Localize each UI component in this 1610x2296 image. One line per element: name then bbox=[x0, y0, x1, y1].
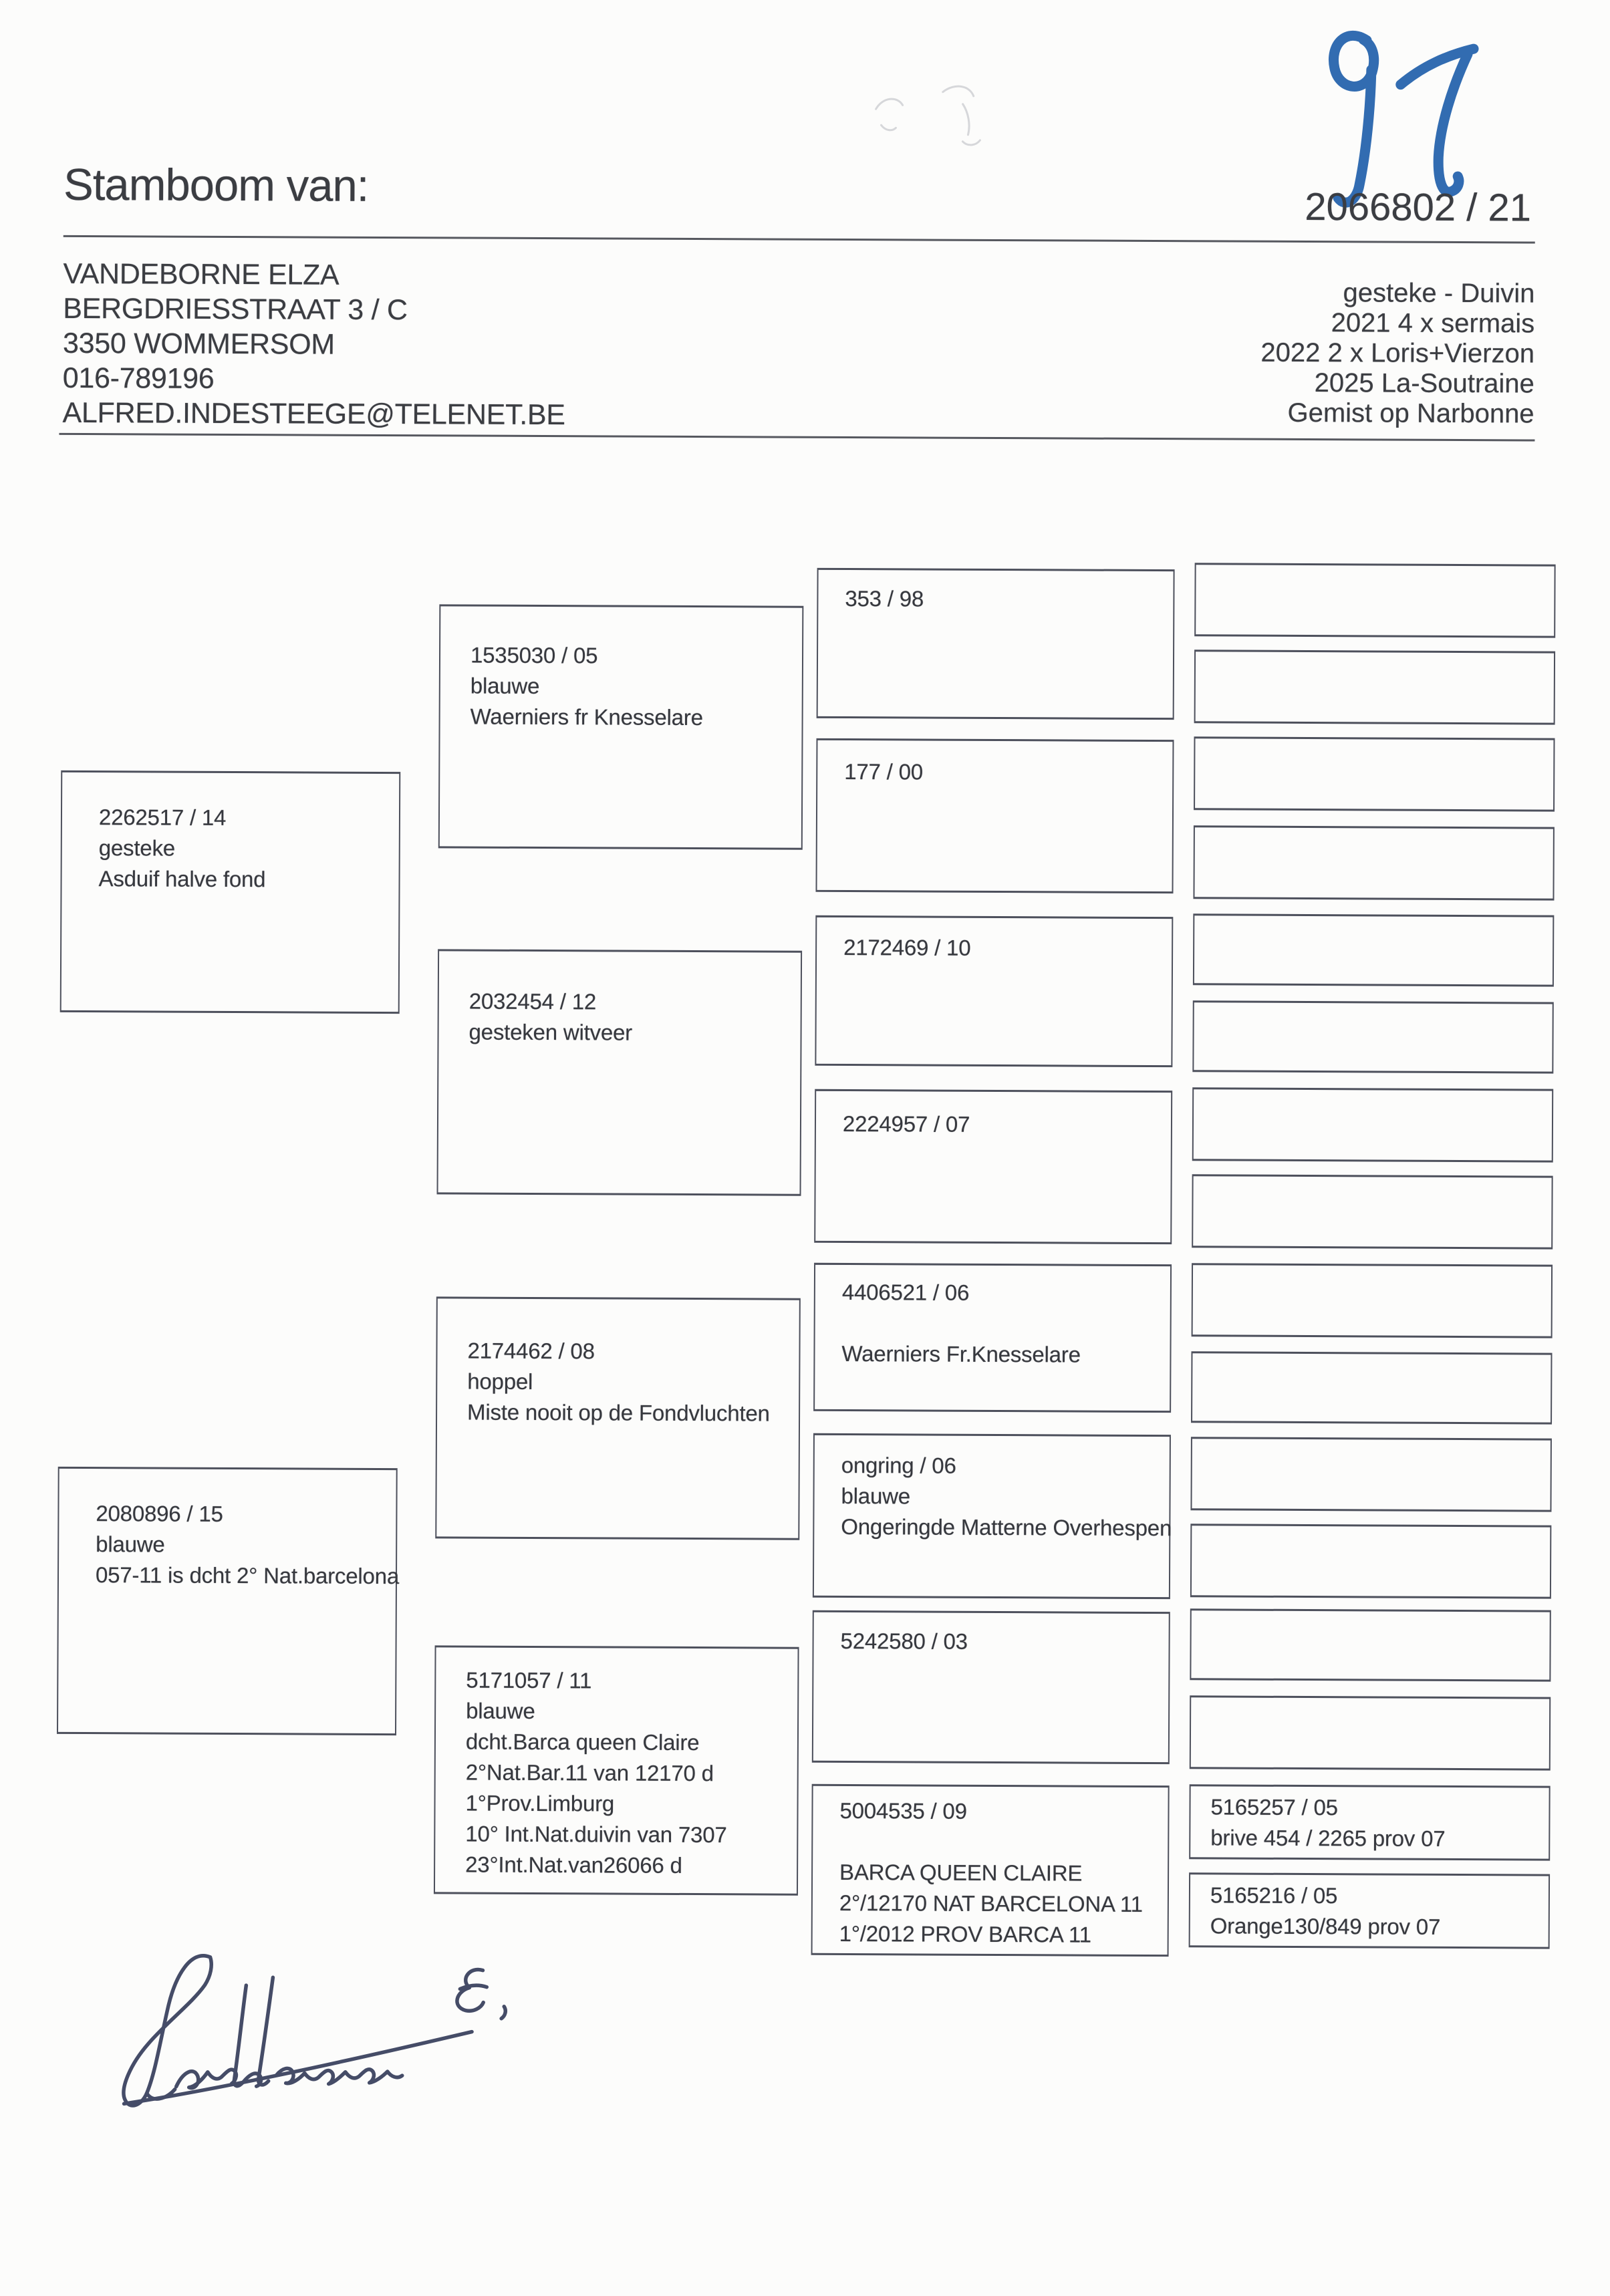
box-line: 2262517 / 14 bbox=[98, 805, 227, 830]
pedigree-box-gen3-7 bbox=[812, 1610, 1170, 1764]
box-line: 5242580 / 03 bbox=[840, 1628, 968, 1654]
pedigree-box-gen4-7 bbox=[1192, 1087, 1553, 1162]
pedigree-box-gen4-9 bbox=[1192, 1263, 1553, 1338]
pedigree-box-gen3-2 bbox=[815, 738, 1174, 893]
pedigree-box-gen2-4 bbox=[434, 1645, 799, 1895]
bird-note: 2021 4 x sermais bbox=[1331, 308, 1535, 339]
bird-note: 2025 La-Soutraine bbox=[1314, 368, 1534, 399]
pedigree-box-gen2-2 bbox=[437, 949, 803, 1195]
box-line: Miste nooit op de Fondvluchten bbox=[467, 1399, 770, 1426]
box-line: dcht.Barca queen Claire bbox=[465, 1729, 700, 1755]
box-line: 2°/12170 NAT BARCELONA 11 bbox=[839, 1890, 1143, 1916]
owner-email: ALFRED.INDESTEEGE@TELENET.BE bbox=[62, 396, 565, 432]
box-line: Waerniers Fr.Knesselare bbox=[841, 1340, 1081, 1367]
box-line: gesteke bbox=[98, 835, 176, 861]
box-line: 2080896 / 15 bbox=[96, 1501, 223, 1526]
pedigree-box-gen3-6 bbox=[813, 1433, 1171, 1599]
pedigree-box-gen4-16 bbox=[1189, 1872, 1550, 1949]
box-line: Ongeringde Matterne Overhespen bbox=[841, 1514, 1172, 1541]
owner-street: BERGDRIESSTRAAT 3 / C bbox=[63, 292, 408, 327]
box-line: blauwe bbox=[841, 1483, 911, 1509]
pedigree-box-gen3-5 bbox=[813, 1263, 1172, 1413]
box-line: 10° Int.Nat.duivin van 7307 bbox=[465, 1821, 727, 1848]
bird-notes-block bbox=[866, 276, 1535, 429]
box-line: BARCA QUEEN CLAIRE bbox=[839, 1859, 1083, 1886]
divider-bottom bbox=[59, 433, 1534, 442]
pedigree-box-gen4-10 bbox=[1191, 1351, 1552, 1424]
pedigree-box-gen4-2 bbox=[1194, 650, 1555, 724]
scan-artifact-marks bbox=[862, 77, 1037, 164]
box-line: 2172469 / 10 bbox=[843, 934, 971, 960]
pedigree-box-gen4-1 bbox=[1194, 563, 1555, 637]
box-line: 2174462 / 08 bbox=[467, 1338, 595, 1364]
box-line bbox=[839, 1826, 1168, 1858]
owner-block bbox=[62, 257, 565, 432]
pedigree-box-gen3-1 bbox=[817, 568, 1175, 720]
pedigree-box-gen4-14 bbox=[1190, 1695, 1551, 1770]
divider-top bbox=[63, 235, 1535, 244]
pedigree-box-dam bbox=[57, 1467, 398, 1735]
box-line: 5171057 / 11 bbox=[466, 1667, 592, 1693]
box-line: 5165257 / 05 bbox=[1210, 1794, 1338, 1820]
box-line: hoppel bbox=[467, 1369, 533, 1394]
box-line: blauwe bbox=[466, 1698, 535, 1723]
box-line: 1535030 / 05 bbox=[470, 642, 598, 668]
box-line: Waerniers fr Knesselare bbox=[470, 704, 703, 730]
box-line: 2032454 / 12 bbox=[468, 988, 597, 1014]
pedigree-box-gen3-4 bbox=[814, 1089, 1172, 1244]
pedigree-box-gen3-8 bbox=[811, 1784, 1170, 1957]
pedigree-box-gen4-13 bbox=[1190, 1608, 1551, 1681]
owner-phone: 016-789196 bbox=[62, 362, 215, 395]
pedigree-box-gen4-11 bbox=[1190, 1437, 1551, 1512]
pedigree-box-sire bbox=[60, 770, 401, 1014]
owner-name: VANDEBORNE ELZA bbox=[63, 257, 340, 291]
pedigree-box-gen2-1 bbox=[438, 604, 804, 849]
box-line: 1°Prov.Limburg bbox=[465, 1790, 615, 1816]
pedigree-box-gen4-8 bbox=[1192, 1174, 1553, 1249]
box-line: 1°/2012 PROV BARCA 11 bbox=[839, 1920, 1091, 1947]
pedigree-box-gen3-3 bbox=[815, 915, 1173, 1067]
box-line: 2224957 / 07 bbox=[842, 1111, 970, 1137]
pedigree-box-gen4-5 bbox=[1193, 913, 1554, 986]
box-line: 4406521 / 06 bbox=[841, 1279, 970, 1305]
pedigree-box-gen4-4 bbox=[1193, 825, 1554, 900]
box-line: 177 / 00 bbox=[844, 758, 924, 784]
box-line: 5165216 / 05 bbox=[1210, 1882, 1338, 1908]
pedigree-box-gen4-6 bbox=[1192, 1000, 1553, 1073]
box-line: Asduif halve fond bbox=[98, 866, 266, 892]
box-line: ongring / 06 bbox=[841, 1452, 956, 1478]
bird-note: Gemist op Narbonne bbox=[1287, 398, 1534, 429]
box-line: blauwe bbox=[96, 1532, 165, 1557]
pedigree-box-gen2-3 bbox=[435, 1296, 801, 1540]
pedigree-box-gen4-3 bbox=[1194, 736, 1555, 811]
handwritten-signature bbox=[90, 1943, 572, 2126]
box-line: gesteken witveer bbox=[468, 1019, 633, 1045]
box-line: 5004535 / 09 bbox=[839, 1798, 967, 1824]
pedigree-box-gen4-15 bbox=[1189, 1784, 1550, 1860]
box-line bbox=[842, 1308, 1170, 1340]
ring-number: 2066802 / 21 bbox=[1305, 184, 1532, 230]
box-line: brive 454 / 2265 prov 07 bbox=[1210, 1825, 1446, 1851]
box-line: 2°Nat.Bar.11 van 12170 d bbox=[465, 1759, 714, 1786]
box-line: blauwe bbox=[470, 673, 540, 699]
box-line: 353 / 98 bbox=[845, 585, 924, 611]
pedigree-box-gen4-12 bbox=[1190, 1524, 1551, 1598]
box-line: Orange130/849 prov 07 bbox=[1210, 1913, 1441, 1939]
bird-note: gesteke - Duivin bbox=[1343, 278, 1535, 309]
page-title: Stamboom van: bbox=[63, 159, 369, 211]
box-line: 057-11 is dcht 2° Nat.barcelona bbox=[95, 1562, 400, 1589]
owner-city: 3350 WOMMERSOM bbox=[62, 327, 335, 361]
box-line: 23°Int.Nat.van26066 d bbox=[465, 1852, 682, 1878]
bird-note: 2022 2 x Loris+Vierzon bbox=[1260, 337, 1535, 369]
